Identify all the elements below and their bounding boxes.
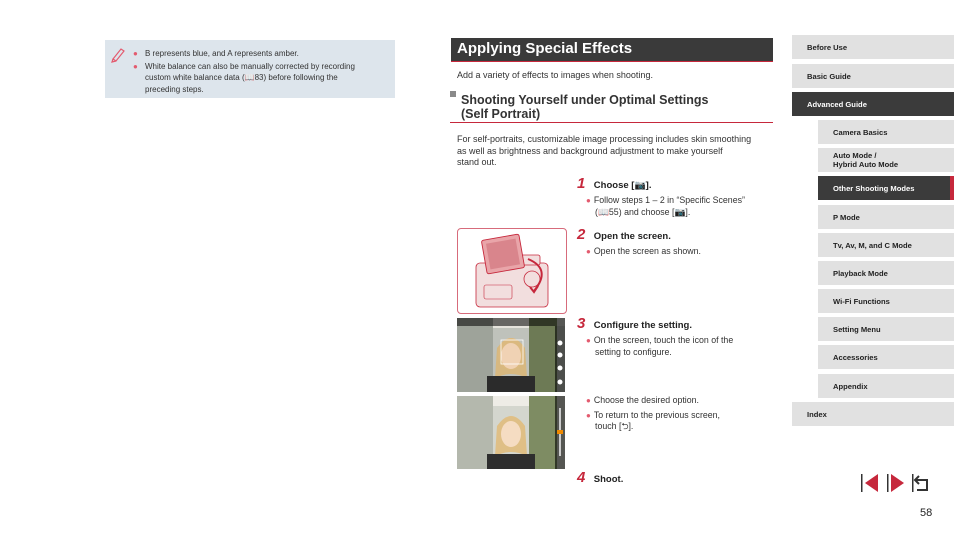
self-portrait-mode-icon: 📷	[634, 180, 646, 190]
step-1-text-line-2a: (	[595, 206, 598, 217]
step-1-text-line-2c: ].	[685, 206, 691, 217]
step-1-number: 1	[577, 175, 586, 192]
note-line-4: preceding steps.	[145, 84, 204, 94]
note-line-3b: 83) before following the	[254, 73, 338, 82]
sidebar-item-playback-mode[interactable]	[818, 261, 954, 285]
note-line-3a: custom white balance data (	[145, 73, 245, 82]
para-line-2: as well as brightness and background adjustment to make yourself	[457, 145, 723, 156]
step-1-title-a: Choose [	[593, 180, 635, 191]
self-portrait-mode-icon: 📷	[674, 206, 686, 217]
step-3-text-line-2: setting to configure.	[595, 346, 672, 357]
sidebar-item-auto-mode[interactable]	[818, 148, 954, 172]
intro-paragraph	[457, 134, 775, 169]
para-line-3: stand out.	[457, 157, 497, 167]
camera-screen-photo-2	[457, 396, 565, 469]
step-2-text: ● Open the screen as shown.	[586, 246, 701, 256]
step-2-title: Open the screen.	[593, 231, 671, 242]
step-2-text-line: Open the screen as shown.	[593, 246, 701, 256]
step-4	[577, 469, 623, 487]
step-4-number: 4	[577, 469, 586, 486]
camera-illustration	[458, 229, 566, 313]
section-title: Applying Special Effects	[457, 40, 633, 57]
sidebar-label-playback-mode: Playback Mode	[833, 268, 888, 278]
sidebar-item-wifi-functions[interactable]	[818, 289, 954, 313]
subsection-title	[461, 93, 708, 121]
section-title-bar	[451, 38, 773, 62]
sidebar-item-accessories[interactable]	[818, 345, 954, 369]
step-1-title-b: ].	[645, 180, 652, 191]
step-1-text-line-1: Follow steps 1 – 2 in “Specific Scenes”	[593, 195, 745, 205]
return-page-icon[interactable]	[911, 473, 931, 493]
page-number: 58	[920, 507, 933, 519]
sidebar-label-wifi-functions: Wi-Fi Functions	[833, 296, 890, 306]
para-line-1: For self-portraits, customizable image processing includes skin smoothing	[457, 134, 752, 144]
sidebar-label-tv-av-m-c-mode: Tv, Av, M, and C Mode	[833, 240, 912, 250]
sidebar-label-before-use: Before Use	[807, 42, 848, 52]
step-3-number: 3	[577, 315, 586, 332]
sidebar-label-index: Index	[807, 409, 827, 419]
sidebar-item-other-shooting-modes[interactable]	[818, 176, 954, 200]
sidebar-label-p-mode: P Mode	[833, 212, 860, 222]
step-3-title: Configure the setting.	[593, 320, 692, 331]
sidebar-item-advanced-guide[interactable]	[792, 92, 954, 116]
self-portrait-photo-2	[457, 396, 565, 469]
sidebar-label-other-shooting-modes: Other Shooting Modes	[833, 183, 915, 193]
sidebar-label-setting-menu: Setting Menu	[833, 324, 881, 334]
pencil-note-icon	[110, 45, 128, 63]
subsection-rule	[450, 122, 773, 123]
sidebar-label-advanced-guide: Advanced Guide	[807, 99, 867, 109]
step-1-text-line-2b: 55) and choose [	[608, 206, 675, 217]
step-1	[577, 175, 651, 193]
sidebar-item-appendix[interactable]	[818, 374, 954, 398]
sidebar-label-appendix: Appendix	[833, 381, 868, 391]
sidebar-label-auto-mode-1: Auto Mode /	[833, 151, 877, 160]
previous-page-icon[interactable]	[860, 473, 880, 493]
sidebar-item-before-use[interactable]	[792, 35, 954, 59]
sidebar-item-setting-menu[interactable]	[818, 317, 954, 341]
note-line-2: White balance can also be manually corrected by recording	[145, 61, 355, 71]
sidebar-label-basic-guide: Basic Guide	[807, 71, 851, 81]
book-ref-icon: 📖	[597, 206, 609, 217]
step-2-number: 2	[577, 226, 586, 243]
sidebar-item-basic-guide[interactable]	[792, 64, 954, 88]
subsection-marker	[450, 91, 456, 97]
sidebar-item-index[interactable]	[792, 402, 954, 426]
step-3-text-3-line-2a: touch [	[595, 421, 622, 431]
step-4-title: Shoot.	[593, 474, 624, 485]
step-3-more-text: ● Choose the desired option. ● To return to the previous screen, touch [⮌].	[586, 395, 720, 431]
self-portrait-photo-1	[457, 318, 565, 392]
camera-screen-photo-1	[457, 318, 565, 392]
step-3-text-3-line-2b: ].	[628, 421, 634, 431]
subsection-title-line-1: Shooting Yourself under Optimal Settings	[461, 93, 709, 107]
note-line-1: B represents blue, and A represents amber.	[145, 49, 299, 58]
subsection-title-line-2: (Self Portrait)	[461, 107, 541, 121]
sidebar-item-tv-av-m-c-mode[interactable]	[818, 233, 954, 257]
step-1-text: ● Follow steps 1 – 2 in “Specific Scenes” (📖55) and choose [📷].	[586, 195, 745, 217]
book-ref-icon: 📖	[244, 73, 255, 82]
sidebar-item-p-mode[interactable]	[818, 205, 954, 229]
step-3-text-3-line-1: To return to the previous screen,	[593, 409, 720, 420]
sidebar-label-camera-basics: Camera Basics	[833, 127, 888, 137]
sidebar-item-camera-basics[interactable]	[818, 120, 954, 144]
sidebar-label-auto-mode-2: Hybrid Auto Mode	[833, 160, 899, 169]
step-3-text: ● On the screen, touch the icon of the setting to configure.	[586, 335, 734, 357]
return-icon: ⮌	[621, 421, 629, 431]
camera-open-screen-illustration	[457, 228, 567, 314]
step-3-text-line-1: On the screen, touch the icon of the	[593, 335, 734, 345]
next-page-icon[interactable]	[886, 473, 906, 493]
step-3	[577, 315, 692, 333]
section-intro: Add a variety of effects to images when shooting.	[457, 70, 653, 80]
step-3-text-2: Choose the desired option.	[593, 395, 699, 405]
step-2	[577, 226, 671, 244]
note-text: ● B represents blue, and A represents amber. ● White balance can also be manually corrected by recording custom white balance data (📖83) before following the preceding steps.	[133, 49, 355, 94]
sidebar-label-accessories: Accessories	[833, 352, 878, 362]
